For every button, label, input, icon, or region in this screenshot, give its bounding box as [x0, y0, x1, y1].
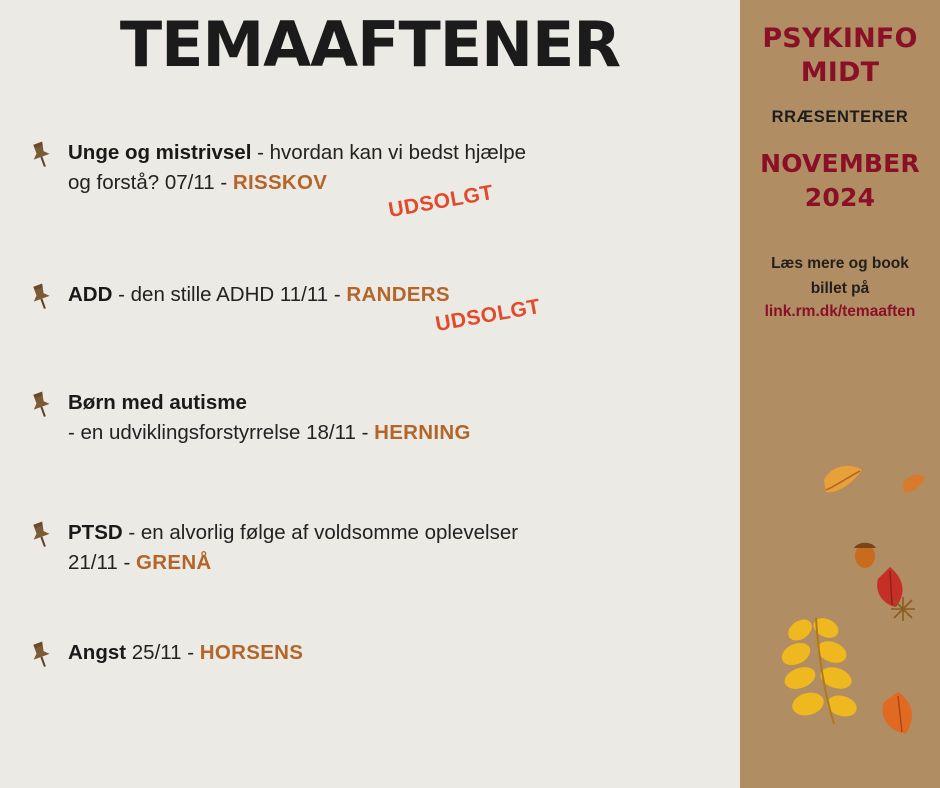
- presents-label: RRÆSENTERER: [771, 108, 909, 126]
- pushpin-icon: [26, 640, 56, 670]
- event-text: [68, 280, 740, 310]
- event-title: Børn med autisme: [68, 391, 247, 414]
- event-detail: - en udviklingsforstyrrelse 18/11 -: [68, 421, 375, 444]
- event-detail: 21/11 -: [68, 551, 136, 574]
- event-detail: - hvordan kan vi bedst hjælpe: [251, 141, 527, 164]
- event-item: [0, 138, 740, 223]
- event-text-line: [68, 418, 740, 448]
- event-item: [0, 280, 740, 337]
- leaf-icon: [870, 565, 910, 611]
- event-text: [68, 138, 740, 198]
- event-text-line: [68, 638, 740, 668]
- pushpin-icon: [26, 390, 56, 420]
- event-location: RISSKOV: [232, 171, 328, 194]
- pushpin-icon: [26, 520, 56, 550]
- event-text-line: [68, 548, 740, 578]
- leaf-icon: [890, 596, 916, 622]
- event-title: Angst: [68, 641, 127, 664]
- booking-info-line-1: Læs mere og book: [771, 255, 909, 272]
- event-item: [0, 638, 740, 686]
- event-text-line: [68, 168, 740, 198]
- poster-sidebar: [740, 0, 940, 788]
- status-badge: UDSOLGT: [433, 294, 543, 337]
- acorn-icon: [850, 535, 880, 569]
- event-text: [68, 388, 740, 448]
- event-location: HORSENS: [199, 641, 304, 664]
- leaf-icon: [820, 460, 866, 500]
- event-text-line: [68, 518, 740, 548]
- leaf-icon: [772, 612, 872, 732]
- booking-info-line-2: billet på: [810, 280, 870, 297]
- event-location: HERNING: [374, 421, 471, 444]
- leaf-icon: [900, 470, 928, 498]
- event-text: [68, 638, 740, 668]
- event-text-line: [68, 138, 740, 168]
- brand-title: [740, 22, 940, 90]
- pushpin-icon: [26, 282, 56, 312]
- booking-info: [740, 251, 940, 301]
- status-badge: UDSOLGT: [386, 180, 496, 223]
- event-detail: - en alvorlig følge af voldsomme oplevelser: [122, 521, 519, 544]
- event-title: ADD: [68, 283, 113, 306]
- event-detail: og forstå? 07/11 -: [68, 171, 233, 194]
- event-location: GRENÅ: [136, 551, 212, 574]
- event-title: PTSD: [68, 521, 123, 544]
- month-year: [740, 147, 940, 215]
- leaf-icon: [876, 690, 920, 738]
- pushpin-icon: [26, 140, 56, 170]
- event-location: RANDERS: [346, 283, 450, 306]
- event-item: [0, 518, 740, 578]
- page-title: TEMAAFTENER: [119, 8, 621, 81]
- event-text-line: [68, 280, 740, 310]
- event-detail: - den stille ADHD 11/11 -: [112, 283, 347, 306]
- event-text: [68, 518, 740, 578]
- month-label: NOVEMBER: [760, 149, 920, 178]
- event-item: [0, 388, 740, 448]
- brand-line-1: PSYKINFO: [762, 23, 918, 54]
- event-text-line: [68, 388, 740, 418]
- event-detail: 25/11 -: [126, 641, 200, 664]
- brand-line-2: MIDT: [800, 57, 880, 88]
- year-label: 2024: [804, 183, 876, 212]
- booking-link[interactable]: link.rm.dk/temaaften: [764, 303, 916, 320]
- event-title: Unge og mistrivsel: [68, 141, 252, 164]
